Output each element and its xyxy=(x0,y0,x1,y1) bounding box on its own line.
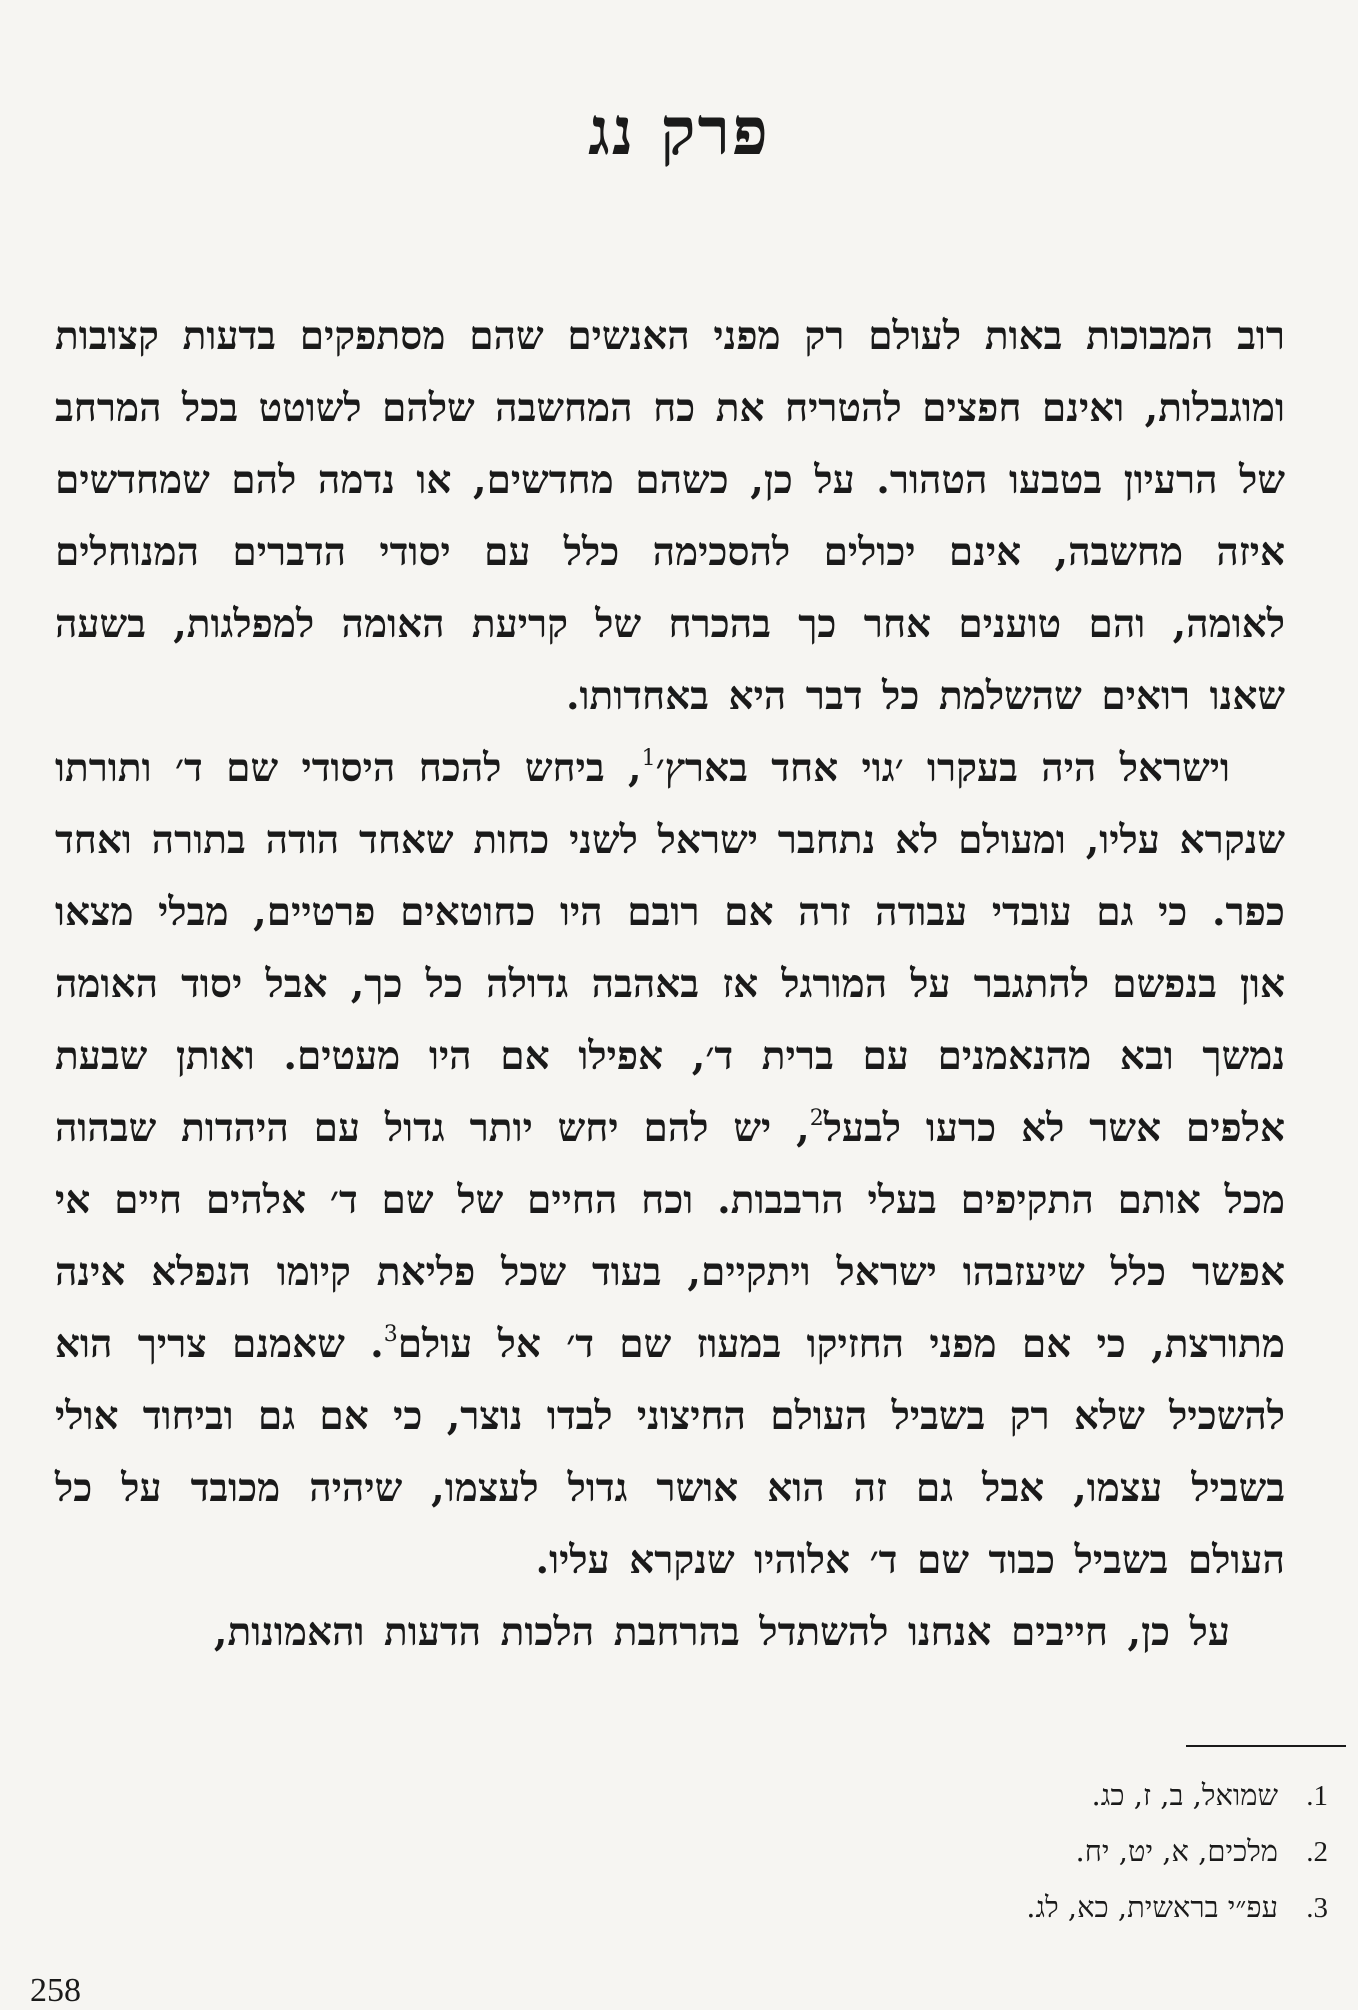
footnote-3 xyxy=(828,1880,1328,1936)
footnote-text: שמואל, ב, ז, כג. xyxy=(1091,1778,1278,1812)
footnote-number: 2. xyxy=(1306,1836,1328,1868)
paragraph-1: רוב המבוכות באות לעולם רק מפני האנשים שהם מסתפקים בדעות קצובות ומוגבלות, ואינם חפצים להטריח את כח המחשבה שלהם לשוטט בכל המרחב של הרעיון בטבעו הטהור. על כן, כשהם מחדשים, או נדמה להם שמחדשים איזה מחשבה, אינם יכולים להסכימה כלל עם יסודי הדברים המנוחלים לאומה, והם טוענים אחר כך בהכרח של קריעת האומה למפלגות, בשעה שאנו רואים שהשלמת כל דבר היא באחדותו. xyxy=(55,313,1285,719)
paragraph-2-part-4: . שאמנם צריך הוא להשכיל שלא רק בשביל העולם החיצוני לבדו נוצר, כי אם גם וביחוד אולי בשביל עצמו, אבל גם זה הוא אושר גדול לעצמו, שיהיה מכובד על כל העולם בשביל כבוד שם ד׳ אלוהיו שנקרא עליו. xyxy=(55,1321,1285,1583)
footnote-ref-3: 3 xyxy=(383,1322,398,1347)
paragraph-3: על כן, חייבים אנחנו להשתדל בהרחבת הלכות הדעות והאמונות, xyxy=(213,1609,1230,1655)
page-number: 258 xyxy=(30,1972,81,2009)
footnote-divider xyxy=(1186,1745,1346,1747)
footnote-text: מלכים, א, יט, יח. xyxy=(1075,1834,1278,1868)
body-text xyxy=(55,300,1285,1668)
footnote-1 xyxy=(828,1768,1328,1824)
footnote-2 xyxy=(828,1824,1328,1880)
paragraph-2-part-2: , ביחש להכח היסודי שם ד׳ ותורתו שנקרא עליו, ומעולם לא נתחבר ישראל לשני כחות שאחד הודה בתורה ואחד כפר. כי גם עובדי עבודה זרה אם רובם היו כחוטאים פרטיים, מבלי מצאו און בנפשם להתגבר על המורגל אז באהבה גדולה כל כך, אבל יסוד האומה נמשך ובא מהנאמנים עם ברית ד׳, אפילו אם היו מעטים. ואותן שבעת אלפים אשר לא כרעו לבעל xyxy=(55,745,1285,1151)
footnote-text: עפ״י בראשית, כא, לג. xyxy=(1026,1890,1278,1924)
paragraph-2 xyxy=(55,732,1285,1596)
footnote-number: 3. xyxy=(1306,1892,1328,1924)
footnote-number: 1. xyxy=(1306,1780,1328,1812)
footnote-ref-2: 2 xyxy=(809,1106,824,1131)
footnotes xyxy=(828,1768,1328,1936)
chapter-title: פרק נג xyxy=(588,92,770,170)
paragraph-2-part-1: וישראל היה בעקרו ׳גוי אחד בארץ׳ xyxy=(655,745,1230,791)
paragraph-2-part-3: , יש להם יחש יותר גדול עם היהדות שבהוה מכל אותם התקיפים בעלי הרבבות. וכח החיים של שם ד׳ אלהים חיים אי אפשר כלל שיעזבהו ישראל ויתקיים, בעוד שכל פליאת קיומו הנפלא אינה מתורצת, כי אם מפני החזיקו במעוז שם ד׳ אל עולם xyxy=(55,1105,1285,1367)
footnote-ref-1: 1 xyxy=(641,746,656,771)
